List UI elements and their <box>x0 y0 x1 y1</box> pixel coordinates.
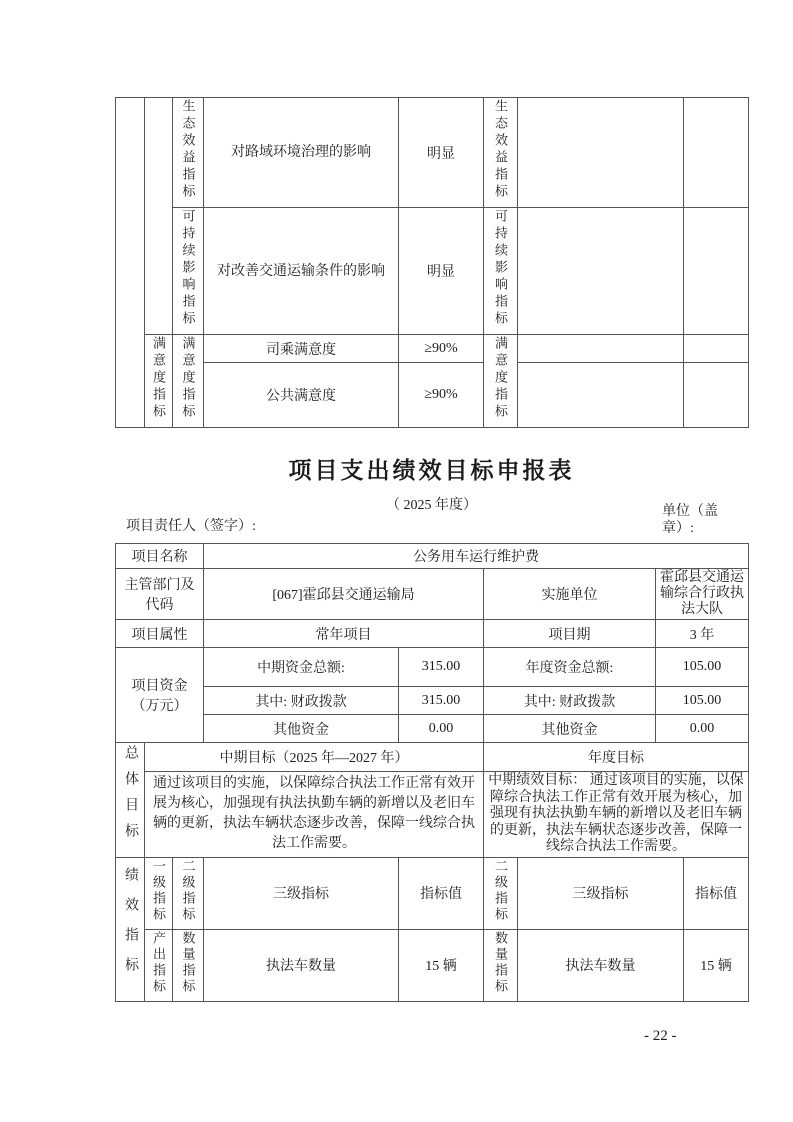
level3-header-right-cell: 三级指标 <box>518 857 684 929</box>
annual-other-label-cell: 其他资金 <box>484 715 656 743</box>
quantity-indicator-right-cell: 执法车数量 <box>518 929 684 1001</box>
level1-header-label: 一级指标 <box>151 858 166 923</box>
period-label-cell: 项目期 <box>484 620 656 648</box>
quantity-value-cell: 15 辆 <box>399 929 484 1001</box>
level2-header-cell <box>173 857 204 929</box>
year-subtitle: （ 2025 年度） <box>386 498 477 513</box>
sustain-value-cell: 明显 <box>399 208 484 335</box>
value-header-cell: 指标值 <box>399 857 484 929</box>
midterm-total-label-cell: 中期资金总额: <box>204 648 399 687</box>
sustain-level2-right-cell <box>484 208 518 335</box>
annual-fiscal-value-cell: 105.00 <box>656 687 749 715</box>
sustain-indicator-cell: 对改善交通运输条件的影响 <box>204 208 399 335</box>
quantity-level2-label: 数量指标 <box>180 930 196 995</box>
perf-col-spacer-cell <box>116 98 145 428</box>
eco-level2-right-cell <box>484 98 518 208</box>
satisfaction-level1-cell <box>145 335 173 428</box>
overall-goal-label: 总体目标 <box>123 745 138 850</box>
funds-label-cell: 项目资金（万元） <box>116 648 204 743</box>
seal-label: 单位（盖章）: <box>662 504 718 536</box>
satisfaction-level1-label: 满意度指标 <box>151 336 166 421</box>
driver-satisfaction-cell: 司乘满意度 <box>204 335 399 363</box>
satisfaction-level2-right-label: 满意度指标 <box>493 336 508 421</box>
eco-level2-label: 生态效益指标 <box>180 99 196 201</box>
midterm-goal-text-cell: 通过该项目的实施，以保障综合执法工作正常有效开展为核心，加强现有执法执勤车辆的新增以及老旧车辆的更新，执法车辆状态逐步改善，保障一线综合执法工作需要。 <box>145 772 484 858</box>
quantity-value-right-cell: 15 辆 <box>684 929 749 1001</box>
impl-unit-label-cell: 实施单位 <box>484 569 656 620</box>
satisfaction-level2-label: 满意度指标 <box>180 336 196 421</box>
quantity-level2-right-label: 数量指标 <box>493 930 509 995</box>
continuation-indicator-table <box>115 97 749 428</box>
level2-header-right-label: 二级指标 <box>493 858 509 923</box>
level1-empty-cell <box>145 98 173 335</box>
page-number: - 22 - <box>644 1028 677 1044</box>
annual-goal-text-cell: 中期绩效目标： 通过该项目的实施，以保障综合执法工作正常有效开展为核心，加强现有执法执勤车辆的新增以及老旧车辆的更新，执法车辆状态逐步改善，保障一线综合执法工作需要。 <box>484 772 749 858</box>
sustain-level2-label: 可持续影响指标 <box>180 209 196 328</box>
satisfaction-level2-right-cell <box>484 335 518 428</box>
driver-satisfaction-value-cell: ≥90% <box>399 335 484 363</box>
public-satisfaction-cell: 公共满意度 <box>204 363 399 428</box>
declaration-form-table <box>115 543 749 1002</box>
annual-fiscal-label-cell: 其中: 财政拨款 <box>484 687 656 715</box>
midterm-fiscal-label-cell: 其中: 财政拨款 <box>204 687 399 715</box>
output-level1-label: 产出指标 <box>151 930 166 995</box>
performance-label: 绩效指标 <box>123 866 138 987</box>
eco-indicator-right-cell <box>518 98 684 208</box>
eco-level2-right-label: 生态效益指标 <box>493 99 508 201</box>
performance-label-cell <box>116 857 145 1001</box>
annual-total-label-cell: 年度资金总额: <box>484 648 656 687</box>
dept-label-cell: 主管部门及代码 <box>116 569 204 620</box>
dept-value-cell: [067]霍邱县交通运输局 <box>204 569 484 620</box>
midterm-total-value-cell: 315.00 <box>399 648 484 687</box>
level1-header-cell <box>145 857 173 929</box>
driver-satisfaction-right-cell <box>518 335 684 363</box>
public-satisfaction-value-cell: ≥90% <box>399 363 484 428</box>
page-title: 项目支出绩效目标申报表 <box>288 457 575 483</box>
public-satisfaction-right-cell <box>518 363 684 428</box>
period-value-cell: 3 年 <box>656 620 749 648</box>
midterm-other-value-cell: 0.00 <box>399 715 484 743</box>
impl-unit-value-cell: 霍邱县交通运输综合行政执法大队 <box>656 569 749 620</box>
sustain-indicator-right-cell <box>518 208 684 335</box>
midterm-fiscal-value-cell: 315.00 <box>399 687 484 715</box>
level3-header-cell: 三级指标 <box>204 857 399 929</box>
midterm-other-label-cell: 其他资金 <box>204 715 399 743</box>
sustain-level2-cell <box>173 208 204 335</box>
driver-satisfaction-value-right-cell <box>684 335 749 363</box>
eco-value-cell: 明显 <box>399 98 484 208</box>
overall-goal-label-cell <box>116 743 145 858</box>
signer-label: 项目责任人（签字）: <box>126 519 256 534</box>
annual-goal-header-cell: 年度目标 <box>484 743 749 772</box>
quantity-level2-cell <box>173 929 204 1001</box>
sustain-value-right-cell <box>684 208 749 335</box>
attribute-value-cell: 常年项目 <box>204 620 484 648</box>
public-satisfaction-value-right-cell <box>684 363 749 428</box>
level2-header-label: 二级指标 <box>180 858 196 923</box>
midterm-goal-header-cell: 中期目标（2025 年—2027 年） <box>145 743 484 772</box>
level2-header-right-cell <box>484 857 518 929</box>
output-level1-cell <box>145 929 173 1001</box>
quantity-level2-right-cell <box>484 929 518 1001</box>
annual-total-value-cell: 105.00 <box>656 648 749 687</box>
value-header-right-cell: 指标值 <box>684 857 749 929</box>
eco-indicator-cell: 对路域环境治理的影响 <box>204 98 399 208</box>
eco-level2-cell <box>173 98 204 208</box>
sustain-level2-right-label: 可持续影响指标 <box>493 209 508 328</box>
project-name-label-cell: 项目名称 <box>116 544 204 569</box>
project-name-value-cell: 公务用车运行维护费 <box>204 544 749 569</box>
quantity-indicator-cell: 执法车数量 <box>204 929 399 1001</box>
eco-value-right-cell <box>684 98 749 208</box>
attribute-label-cell: 项目属性 <box>116 620 204 648</box>
satisfaction-level2-cell <box>173 335 204 428</box>
annual-other-value-cell: 0.00 <box>656 715 749 743</box>
